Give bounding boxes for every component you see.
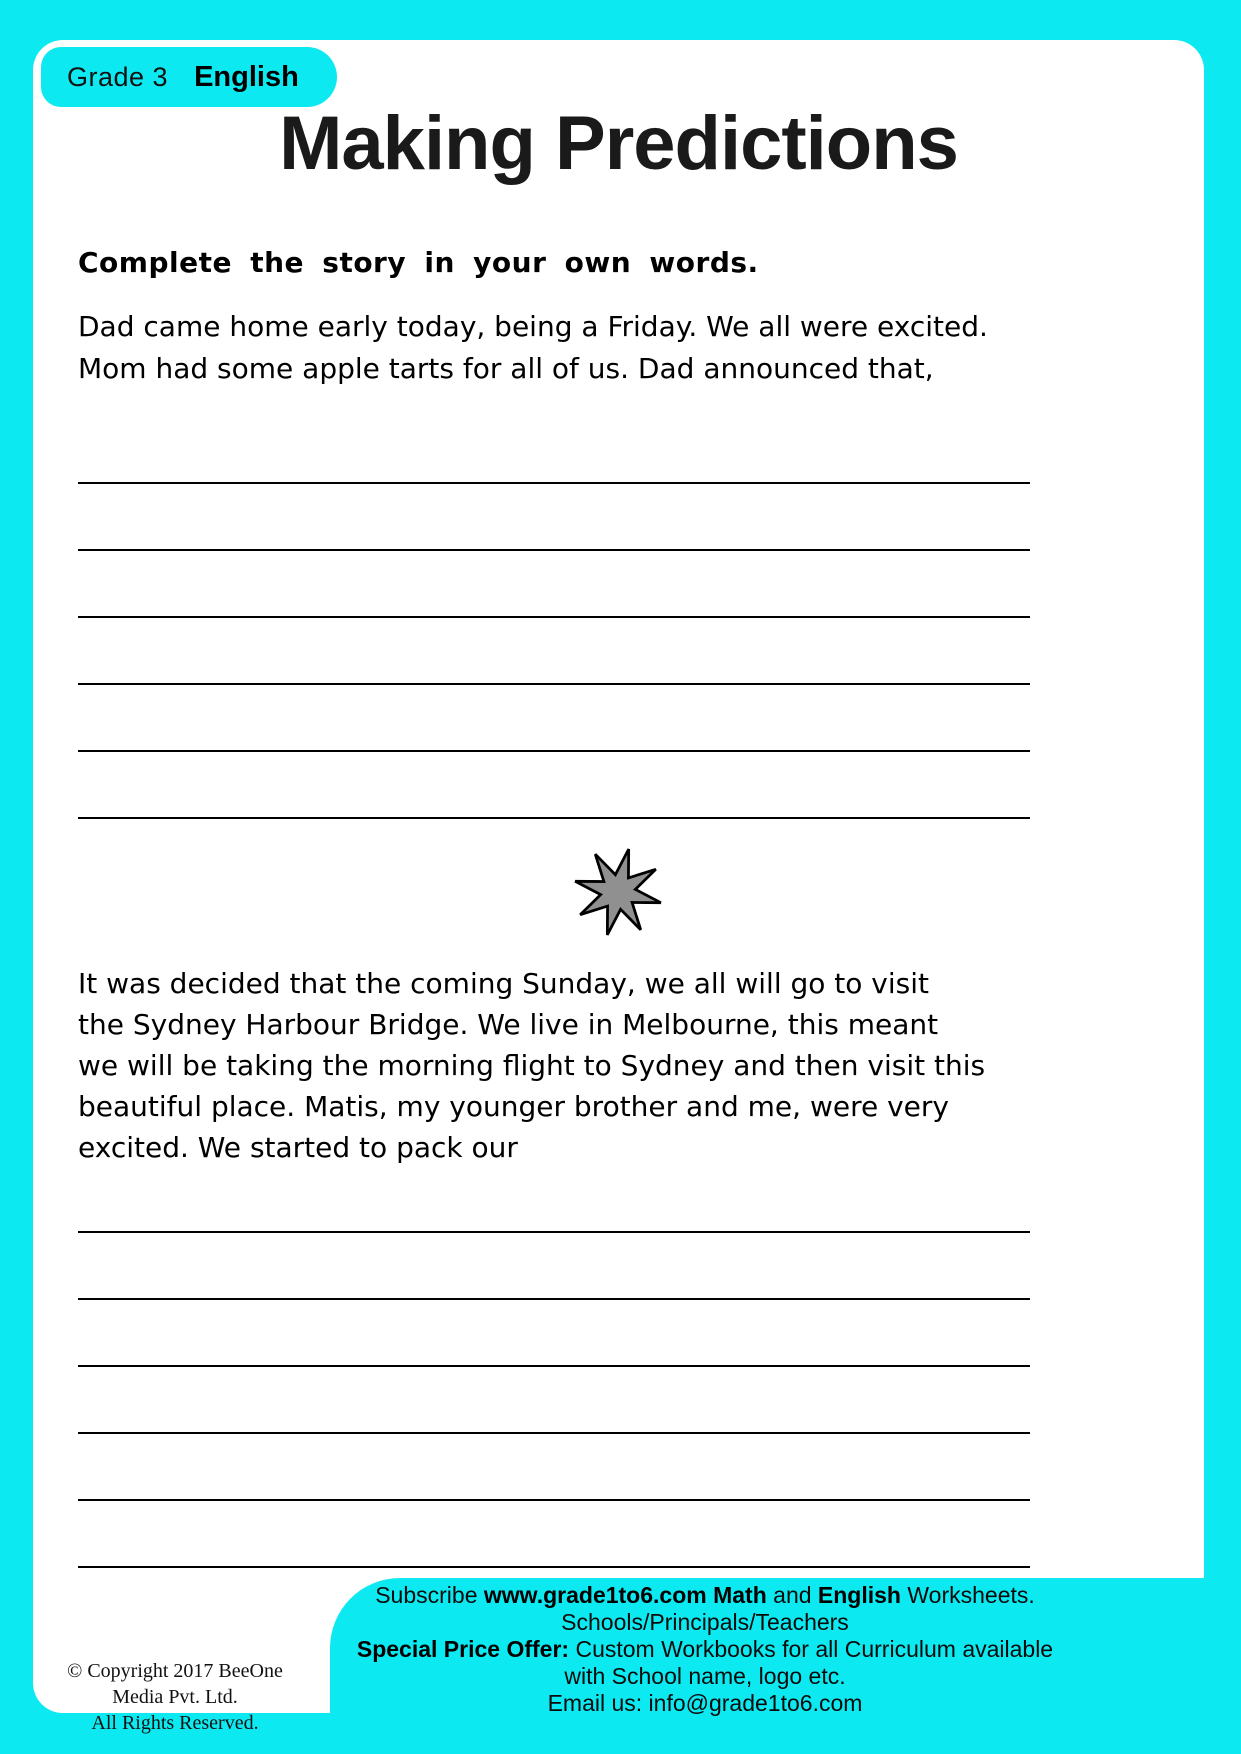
copyright-notice [44,1658,306,1736]
instruction-text: Complete the story in your own words. [78,246,759,279]
footer-offer-rest: Custom Workbooks for all Curriculum available [569,1636,1054,1662]
footer-audience-line: Schools/Principals/Teachers [561,1609,849,1635]
story-line: we will be taking the morning flight to Sydney and then visit this [78,1049,986,1082]
grade-label: Grade 3 [67,61,169,92]
footer-custom-line: with School name, logo etc. [564,1663,846,1689]
writing-line [78,1501,1030,1568]
copyright-line-1: © Copyright 2017 BeeOne Media Pvt. Ltd. [67,1660,283,1708]
writing-lines-section-1 [78,417,1030,819]
writing-line [78,1300,1030,1367]
story-line: Mom had some apple tarts for all of us. Dad announced that, [78,352,934,385]
story-part-2 [78,963,985,1168]
footer-site-url: www.grade1to6.com Math [483,1582,767,1608]
worksheet-page [33,40,1204,1713]
writing-line [78,618,1030,685]
writing-line [78,1166,1030,1233]
writing-line [78,417,1030,484]
footer-subscribe-prefix: Subscribe [375,1582,484,1608]
footer-banner [330,1578,1241,1754]
story-line: the Sydney Harbour Bridge. We live in Melbourne, this meant [78,1008,939,1041]
eight-point-star-icon [572,846,664,938]
footer-text-block [330,1582,1080,1717]
footer-subscribe-line [330,1582,1080,1609]
footer-offer-line [330,1636,1080,1663]
writing-line [78,1233,1030,1300]
story-part-1 [78,306,988,390]
story-line: beautiful place. Matis, my younger brother and me, were very [78,1090,949,1123]
page-title: Making Predictions [279,101,958,186]
writing-line [78,685,1030,752]
footer-subscribe-mid: and [766,1582,818,1608]
writing-line [78,1367,1030,1434]
story-line: Dad came home early today, being a Friday. We all were excited. [78,310,988,343]
footer-offer-bold: Special Price Offer: [356,1636,570,1662]
story-line: excited. We started to pack our [78,1131,518,1164]
writing-line [78,551,1030,618]
story-line: It was decided that the coming Sunday, we all will go to visit [78,967,930,1000]
footer-subscribe-suffix: Worksheets. [900,1582,1035,1608]
writing-line [78,484,1030,551]
writing-line [78,1434,1030,1501]
footer-subject-bold: English [817,1582,901,1608]
grade-subject-badge [41,47,337,107]
writing-line [78,752,1030,819]
subject-label: English [194,60,299,93]
copyright-line-2: All Rights Reserved. [91,1712,259,1734]
footer-email-line: Email us: info@grade1to6.com [547,1690,863,1716]
writing-lines-section-2 [78,1166,1030,1568]
